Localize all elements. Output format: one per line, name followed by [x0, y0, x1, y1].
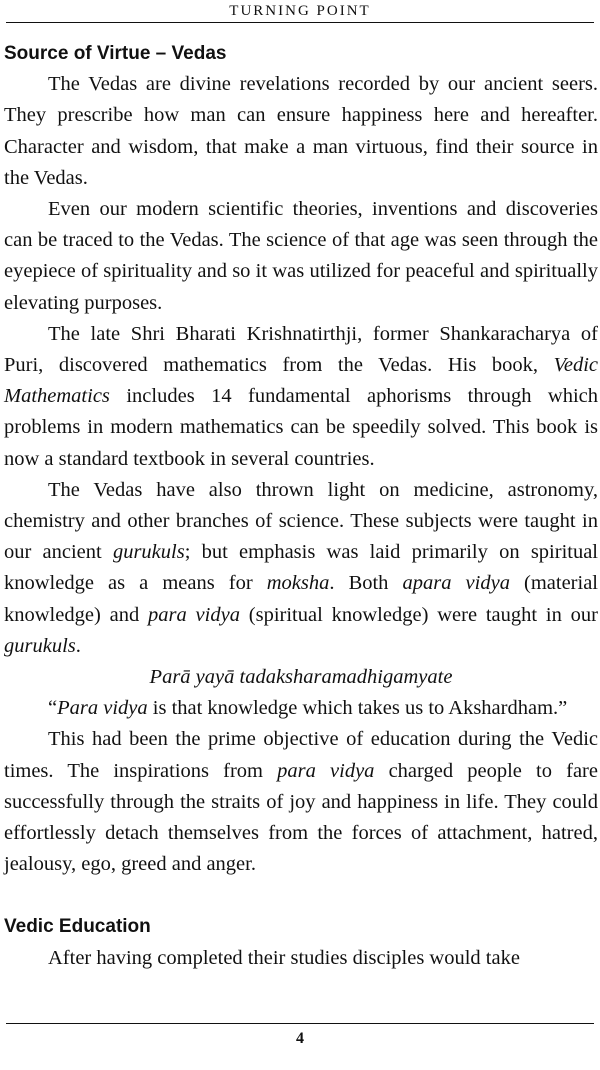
italic-term: gurukuls	[4, 634, 76, 657]
section-heading-source-of-virtue: Source of Virtue – Vedas	[4, 43, 227, 64]
italic-term: gurukuls	[112, 541, 185, 564]
paragraph-scientific-theories: Even our modern scientific theories, inventions and discoveries can be traced to the Vedas. The science of that age was seen through the eyepiece of spirituality and so it was utilized for peaceful and spiritually elevating purposes.	[4, 198, 598, 314]
text-run: includes 14 fundamental aphorisms through which problems in modern mathematics can be speedily solved. This book is now a standard textbook in several countries.	[4, 385, 598, 470]
text-run: (material knowledge) and	[4, 572, 599, 626]
section-spacer	[4, 880, 598, 911]
book-title: Vedic Mathematics	[4, 354, 598, 408]
running-title: TURNING POINT	[229, 3, 371, 19]
text-run: “	[48, 697, 58, 720]
italic-term: para vidya	[148, 603, 240, 626]
italic-term: Para vidya	[57, 697, 148, 720]
header-rule	[6, 22, 594, 23]
text-run: The Vedas have also thrown light on medicine, astronomy, chemistry and other branches of science. These subjects were taught in our ancient	[4, 478, 598, 564]
paragraph-prime-objective	[4, 724, 598, 880]
section-heading-vedic-education: Vedic Education	[4, 916, 151, 938]
text-run: is that knowledge which takes us to Akshardham.”	[147, 697, 568, 720]
text-run: charged people to fare successfully through the straits of joy and happiness in life. They could effortlessly detach themselves from the forces of attachment, hatred, jealousy, ego, greed and anger.	[4, 759, 598, 876]
text-run: . Both	[329, 572, 403, 595]
paragraph-para-vidya-quote	[4, 693, 598, 724]
paragraph-vedic-education: After having completed their studies disciples would take	[48, 946, 520, 969]
page-body	[4, 38, 598, 974]
text-run: ; but emphasis was laid primarily on spiritual knowledge as a means for	[4, 541, 598, 595]
paragraph-vedas-revelations: The Vedas are divine revelations recorded by our ancient seers. They prescribe how man can ensure happiness here and hereafter. Character and wisdom, that make a man virtuous, find their source in the Vedas.	[4, 73, 598, 189]
footer-rule	[6, 1023, 594, 1024]
sanskrit-verse: Parā yayā tadaksharamadhigamyate	[149, 666, 453, 689]
italic-term: apara vidya	[402, 572, 510, 595]
italic-term: para vidya	[277, 759, 375, 782]
text-run: The late Shri Bharati Krishnatirthji, former Shankaracharya of Puri, discovered mathematics from the Vedas. His book,	[4, 322, 598, 377]
text-run: This had been the prime objective of education during the Vedic times. The inspirations from	[4, 728, 598, 782]
paragraph-vedic-mathematics	[4, 319, 598, 475]
paragraph-branches-of-science	[4, 475, 598, 662]
page-number: 4	[296, 1030, 304, 1047]
text-run: .	[75, 634, 81, 657]
text-run: (spiritual knowledge) were taught in our	[239, 603, 599, 626]
italic-term: moksha	[266, 572, 330, 595]
